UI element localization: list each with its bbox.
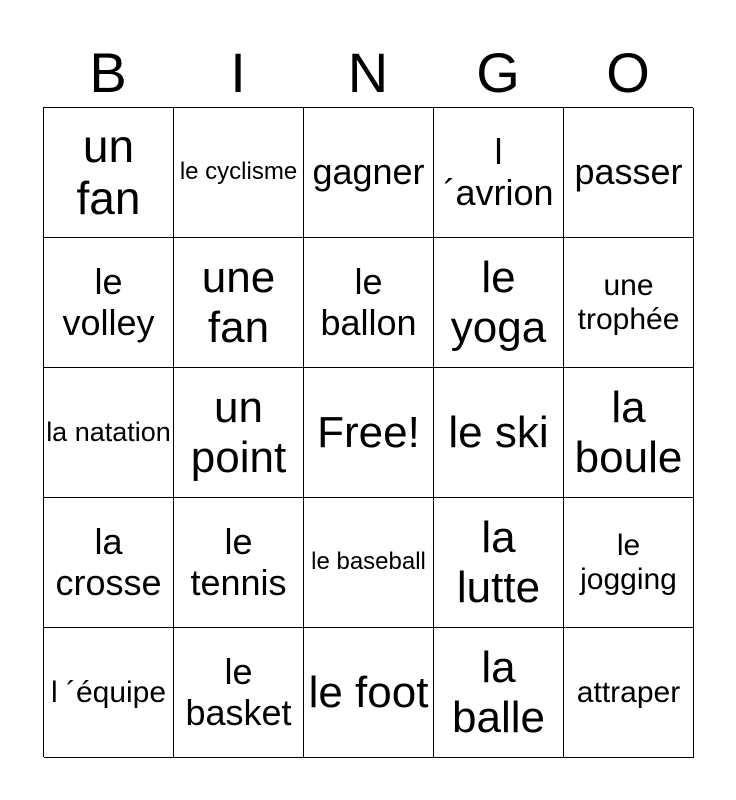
cell-text: le ballon [320,261,417,343]
bingo-cell[interactable] [434,498,564,628]
bingo-cell[interactable] [434,368,564,498]
bingo-cell[interactable] [564,498,694,628]
cell-text: la natation [46,417,171,448]
cell-text: la lutte [456,513,541,612]
bingo-cell[interactable] [564,628,694,758]
header-letter-o: O [606,41,650,104]
cell-text: Free! [317,407,420,457]
cell-text: l ´avrion [443,131,554,213]
cell-text: le cyclisme [179,158,298,186]
cell-text: la boule [574,383,683,482]
header-letter-g: G [476,41,520,104]
header-letter-n: N [347,41,389,104]
bingo-cell[interactable] [44,498,174,628]
bingo-board [43,107,693,757]
cell-text: attraper [576,675,681,709]
cell-text: le baseball [311,548,426,576]
cell-text: passer [574,151,683,193]
bingo-cell[interactable] [564,368,694,498]
cell-text: le tennis [190,521,287,603]
cell-text: le volley [62,261,155,343]
bingo-cell[interactable] [174,628,304,758]
bingo-cell[interactable] [304,498,434,628]
bingo-cell[interactable] [304,108,434,238]
bingo-cell[interactable] [564,108,694,238]
bingo-cell[interactable] [174,368,304,498]
bingo-header [43,40,693,106]
cell-text: le ski [448,407,549,457]
cell-text: une trophée [577,268,680,336]
bingo-cell[interactable] [174,108,304,238]
cell-text: la balle [452,643,545,742]
bingo-cell[interactable] [44,238,174,368]
bingo-cell[interactable] [174,498,304,628]
bingo-cell[interactable] [44,368,174,498]
bingo-cell[interactable] [44,108,174,238]
bingo-cell[interactable] [434,628,564,758]
header-letter-i: I [230,41,246,104]
bingo-cell[interactable] [304,628,434,758]
bingo-cell[interactable] [44,628,174,758]
cell-text: le yoga [450,253,547,352]
bingo-cell[interactable] [434,108,564,238]
bingo-cell[interactable] [564,238,694,368]
bingo-cell[interactable] [174,238,304,368]
cell-text: un point [190,383,287,482]
cell-text: une fan [201,253,276,352]
cell-text: un fan [76,119,141,224]
free-space-cell[interactable] [304,368,434,498]
cell-text: l ´équipe [50,675,167,709]
bingo-cell[interactable] [434,238,564,368]
cell-text: gagner [312,151,425,193]
cell-text: le foot [308,667,429,717]
header-letter-b: B [89,41,127,104]
bingo-cell[interactable] [304,238,434,368]
cell-text: le jogging [580,528,677,596]
cell-text: le basket [185,651,292,733]
cell-text: la crosse [55,521,162,603]
